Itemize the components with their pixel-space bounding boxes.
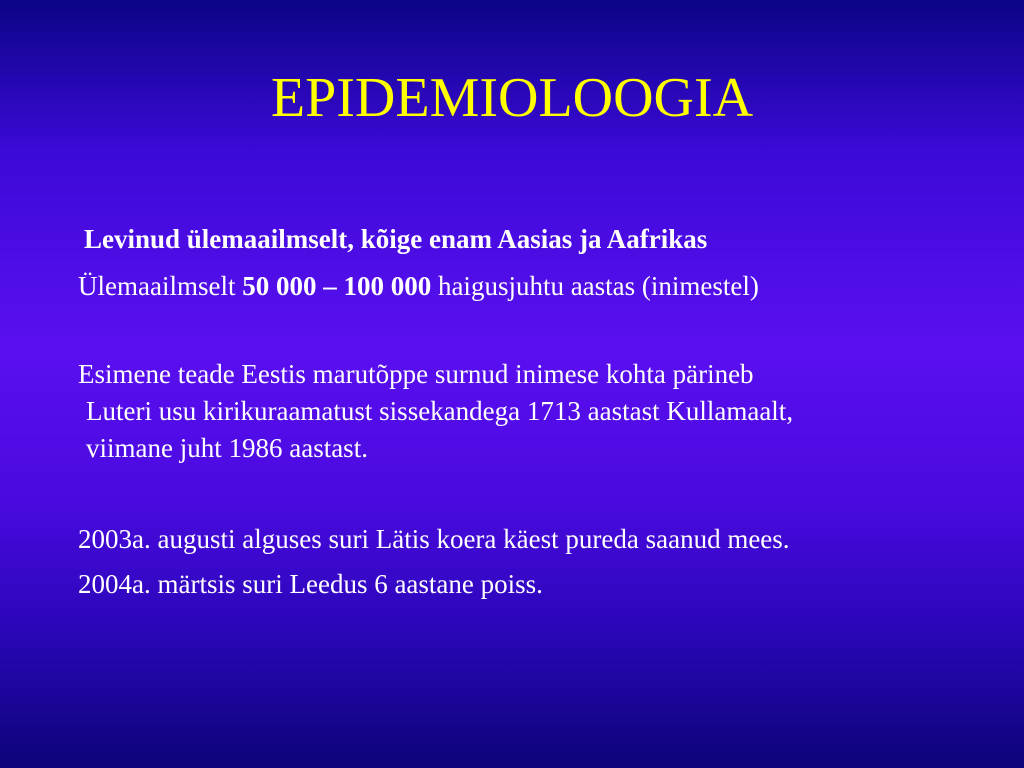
bullet-estonia-history — [78, 356, 1008, 467]
estonia-history-row-2: Luteri usu kirikuraamatust sissekandega 1713 aastast Kullamaalt, — [86, 396, 794, 426]
bullet-lithuania-2004: 2004a. märtsis suri Leedus 6 aastane poiss. — [78, 569, 543, 599]
estonia-history-row-3: viimane juht 1986 aastast. — [86, 433, 368, 463]
bullet-cases — [78, 268, 759, 305]
cases-text-post: haigusjuhtu aastas (inimestel) — [431, 271, 759, 301]
bullet-spread: Levinud ülemaailmselt, kõige enam Aasias ja Aafrikas — [84, 224, 708, 254]
bullet-latvia-2003: 2003a. augusti alguses suri Lätis koera käest pureda saanud mees. — [78, 524, 790, 554]
estonia-history-row-1: Esimene teade Eestis marutõppe surnud inimese kohta pärineb — [78, 359, 754, 389]
slide-title: EPIDEMIOLOOGIA — [270, 67, 754, 129]
cases-text-pre: Ülemaailmselt — [78, 271, 243, 301]
cases-count: 50 000 – 100 000 — [242, 271, 432, 301]
